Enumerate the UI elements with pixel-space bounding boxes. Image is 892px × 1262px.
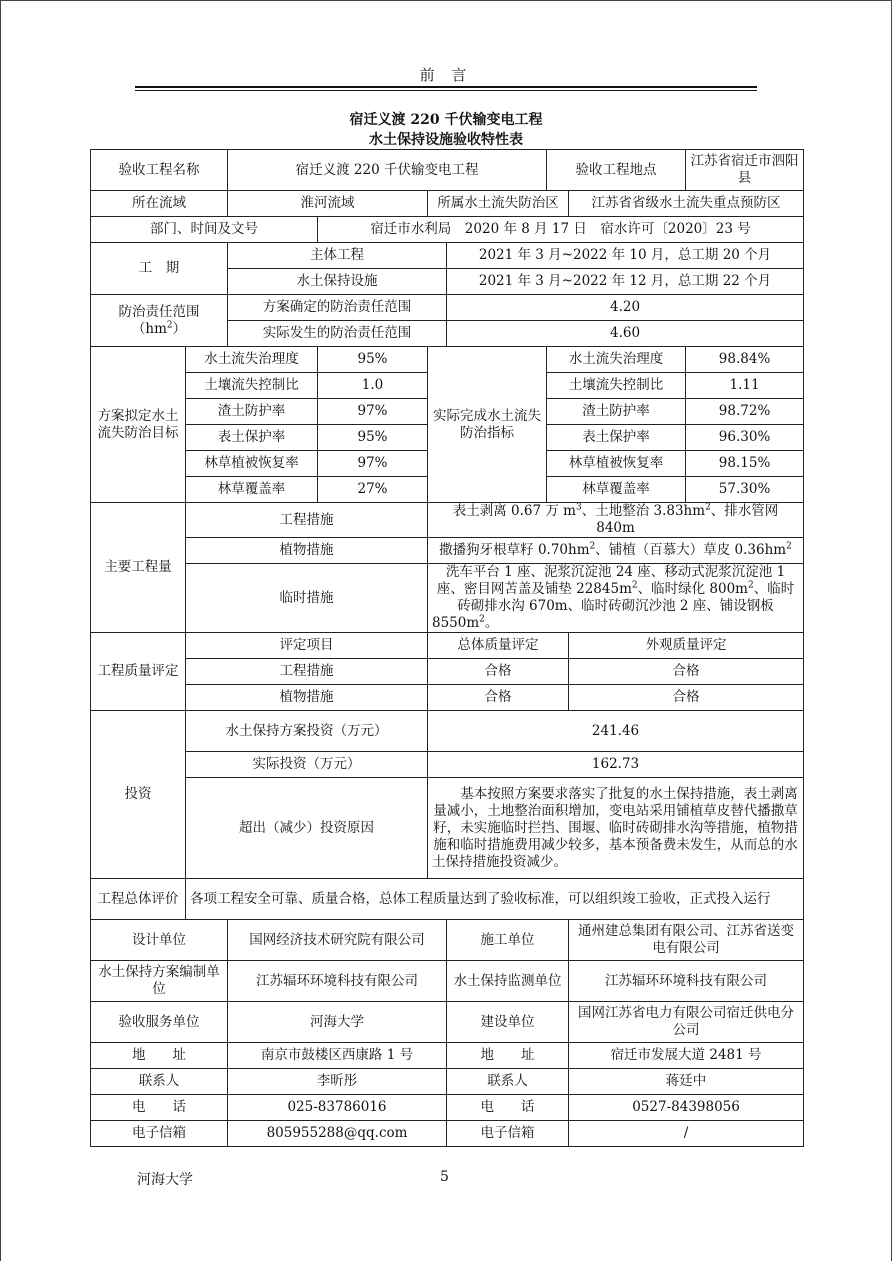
page-number: 5: [440, 1169, 449, 1185]
table-row: [91, 1121, 804, 1147]
overall-eval-value: 各项工程安全可靠、质量合格，总体工程质量达到了验收标准，可以组织竣工验收，正式投入运行: [186, 879, 804, 920]
quality-eng-appearance: 合格: [569, 659, 804, 685]
target-name: 林草覆盖率: [547, 477, 686, 503]
table-row: [91, 685, 804, 711]
invest-reason-label: 超出（减少）投资原因: [186, 778, 428, 879]
quality-veg-appearance: 合格: [569, 685, 804, 711]
period-label: 工 期: [91, 243, 228, 295]
target-plan-value: 1.0: [318, 373, 428, 399]
contact-label-left: 联系人: [91, 1069, 228, 1095]
target-name: 渣土防护率: [186, 399, 318, 425]
planned-scope-value: 4.20: [447, 295, 804, 321]
location-label: 验收工程地点: [547, 150, 686, 191]
phone-value-right: 0527-84398056: [569, 1095, 804, 1121]
design-unit-value: 国网经济技术研究院有限公司: [228, 920, 447, 961]
monitor-unit-label: 水土保持监测单位: [447, 961, 569, 1002]
table-row: [91, 191, 804, 217]
table-row: [91, 347, 804, 373]
quality-overall-header: 总体质量评定: [428, 633, 569, 659]
resp-scope-label: 防治责任范围 $(hm^2)$: [91, 295, 228, 347]
target-name: 水土流失治理度: [186, 347, 318, 373]
table-row: [91, 217, 804, 243]
plan-unit-value: 江苏辐环环境科技有限公司: [228, 961, 447, 1002]
location-value: 江苏省宿迁市泗阳县: [686, 150, 804, 191]
contact-value-left: 李昕彤: [228, 1069, 447, 1095]
document-subtitle: 水土保持设施验收特性表: [369, 132, 523, 148]
address-label-left: 地 址: [91, 1043, 228, 1069]
zone-label: 所属水土流失防治区: [428, 191, 569, 217]
target-plan-value: 97%: [318, 399, 428, 425]
table-row: [91, 711, 804, 752]
temp-measure-value: 洗车平台 1 座、泥浆沉淀池 24 座、移动式泥浆沉淀池 1 座、密目网苫盖及铺垫 $22845m^2$、临时绿化 $800m^2$、临时砖砌排水沟 670m、临时砖砌沉沙池 2 座、铺设钢板 $8550m^2$。: [428, 564, 804, 633]
overall-eval-label: 工程总体评价: [91, 879, 186, 920]
works-label: 主要工程量: [91, 503, 186, 633]
project-name-label: 验收工程名称: [91, 150, 228, 191]
plan-unit-label: 水土保持方案编制单位: [91, 961, 228, 1002]
project-name-value: 宿迁义渡 220 千伏输变电工程: [228, 150, 547, 191]
target-name: 土壤流失控制比: [186, 373, 318, 399]
table-row: [91, 961, 804, 1002]
contact-label-right: 联系人: [447, 1069, 569, 1095]
quality-eng-overall: 合格: [428, 659, 569, 685]
construction-unit-value: 通州建总集团有限公司、江苏省送变电有限公司: [569, 920, 804, 961]
table-row: [91, 1002, 804, 1043]
invest-actual-value: 162.73: [428, 752, 804, 778]
veg-measure-label: 植物措施: [186, 538, 428, 564]
veg-measure-value: 撒播狗牙根草籽 $0.70hm^2$、铺植（百慕大）草皮 $0.36hm^2$: [428, 538, 804, 564]
table-row: [91, 920, 804, 961]
phone-value-left: 025-83786016: [228, 1095, 447, 1121]
target-plan-value: 97%: [318, 451, 428, 477]
table-row: [91, 752, 804, 778]
target-plan-value: 95%: [318, 347, 428, 373]
acceptance-characteristics-table: [90, 149, 804, 1147]
header-rule-thick: [135, 86, 757, 88]
target-actual-value: 98.15%: [686, 451, 804, 477]
target-actual-value: 98.84%: [686, 347, 804, 373]
acceptance-unit-label: 验收服务单位: [91, 1002, 228, 1043]
eng-measure-label: 工程措施: [186, 503, 428, 538]
actual-scope-value: 4.60: [447, 321, 804, 347]
table-row: [91, 150, 804, 191]
target-name: 土壤流失控制比: [547, 373, 686, 399]
swc-facility-value: 2021 年 3 月~2022 年 12 月，总工期 22 个月: [447, 269, 804, 295]
main-project-value: 2021 年 3 月~2022 年 10 月，总工期 20 个月: [447, 243, 804, 269]
build-unit-value: 国网江苏省电力有限公司宿迁供电分公司: [569, 1002, 804, 1043]
design-unit-label: 设计单位: [91, 920, 228, 961]
quality-item-header: 评定项目: [186, 633, 428, 659]
table-row: [91, 633, 804, 659]
quality-eng-label: 工程措施: [186, 659, 428, 685]
construction-unit-label: 施工单位: [447, 920, 569, 961]
quality-veg-label: 植物措施: [186, 685, 428, 711]
main-project-label: 主体工程: [228, 243, 447, 269]
quality-label: 工程质量评定: [91, 633, 186, 711]
table-row: [91, 1043, 804, 1069]
quality-veg-overall: 合格: [428, 685, 569, 711]
target-name: 林草植被恢复率: [547, 451, 686, 477]
table-row: [91, 564, 804, 633]
build-unit-label: 建设单位: [447, 1002, 569, 1043]
email-label-right: 电子信箱: [447, 1121, 569, 1147]
target-name: 水土流失治理度: [547, 347, 686, 373]
target-actual-value: 1.11: [686, 373, 804, 399]
table-row: [91, 1095, 804, 1121]
target-right-label: 实际完成水土流失防治指标: [428, 347, 547, 503]
table-row: [91, 295, 804, 321]
target-actual-value: 96.30%: [686, 425, 804, 451]
table-row: [91, 659, 804, 685]
phone-label-right: 电 话: [447, 1095, 569, 1121]
footer-org: 河海大学: [137, 1172, 193, 1188]
table-row: [91, 1069, 804, 1095]
zone-value: 江苏省省级水土流失重点预防区: [569, 191, 804, 217]
actual-scope-label: 实际发生的防治责任范围: [228, 321, 447, 347]
invest-plan-label: 水土保持方案投资（万元）: [186, 711, 428, 752]
phone-label-left: 电 话: [91, 1095, 228, 1121]
invest-plan-value: 241.46: [428, 711, 804, 752]
target-actual-value: 98.72%: [686, 399, 804, 425]
address-value-right: 宿迁市发展大道 2481 号: [569, 1043, 804, 1069]
target-name: 表土保护率: [186, 425, 318, 451]
target-name: 渣土防护率: [547, 399, 686, 425]
invest-reason-value: 基本按照方案要求落实了批复的水土保持措施，表土剥离量减小，土地整治面积增加，变电站采用铺植草皮替代播撒草籽，未实施临时拦挡、围堰、临时砖砌排水沟等措施，植物措施和临时措施费用减少较多，基本预备费未发生，从而总的水土保持措施投资减少。: [428, 778, 804, 879]
table-row: [91, 503, 804, 538]
table-row: [91, 243, 804, 269]
header-rule-thin: [135, 90, 757, 91]
dept-label: 部门、时间及文号: [91, 217, 318, 243]
email-label-left: 电子信箱: [91, 1121, 228, 1147]
dept-value: 宿迁市水利局 2020 年 8 月 17 日 宿水许可〔2020〕23 号: [318, 217, 804, 243]
basin-value: 淮河流域: [228, 191, 428, 217]
contact-value-right: 蒋廷中: [569, 1069, 804, 1095]
swc-facility-label: 水土保持设施: [228, 269, 447, 295]
table-row: [91, 778, 804, 879]
table-row: [91, 879, 804, 920]
target-name: 林草植被恢复率: [186, 451, 318, 477]
address-value-left: 南京市鼓楼区西康路 1 号: [228, 1043, 447, 1069]
quality-appearance-header: 外观质量评定: [569, 633, 804, 659]
target-plan-value: 27%: [318, 477, 428, 503]
document-title: 宿迁义渡 220 千伏输变电工程: [349, 112, 543, 128]
invest-actual-label: 实际投资（万元）: [186, 752, 428, 778]
address-label-right: 地 址: [447, 1043, 569, 1069]
target-actual-value: 57.30%: [686, 477, 804, 503]
email-value-right: /: [569, 1121, 804, 1147]
monitor-unit-value: 江苏辐环环境科技有限公司: [569, 961, 804, 1002]
invest-label: 投资: [91, 711, 186, 879]
email-value-left: 805955288@qq.com: [228, 1121, 447, 1147]
running-header: 前 言: [419, 66, 473, 84]
target-plan-value: 95%: [318, 425, 428, 451]
planned-scope-label: 方案确定的防治责任范围: [228, 295, 447, 321]
target-left-label: 方案拟定水土流失防治目标: [91, 347, 186, 503]
target-name: 表土保护率: [547, 425, 686, 451]
table-row: [91, 538, 804, 564]
acceptance-unit-value: 河海大学: [228, 1002, 447, 1043]
basin-label: 所在流域: [91, 191, 228, 217]
temp-measure-label: 临时措施: [186, 564, 428, 633]
target-name: 林草覆盖率: [186, 477, 318, 503]
eng-measure-value: 表土剥离 0.67 万 $m^3$、土地整治 $3.83hm^2$、排水管网 840m: [428, 503, 804, 538]
